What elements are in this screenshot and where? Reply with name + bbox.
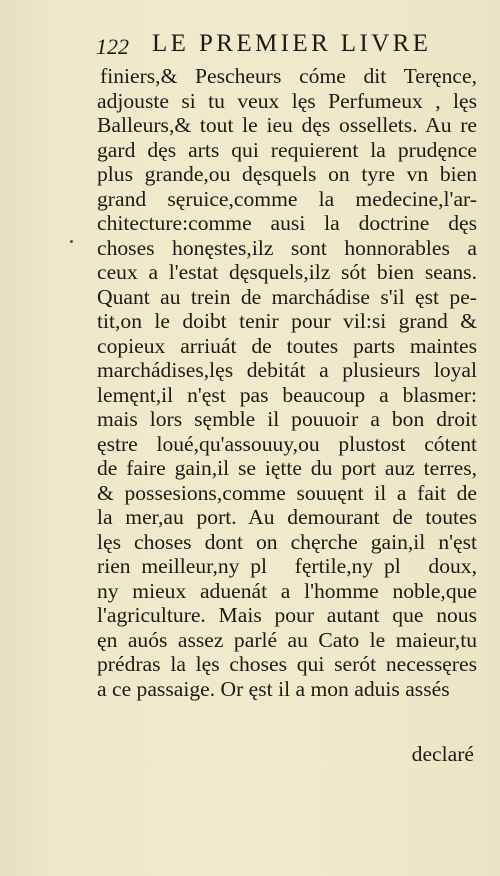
page-header [96,30,486,58]
text-line: marchádises,lęs debitát a plusieurs loyal [97,358,477,382]
margin-mark [70,240,73,243]
text-line: ceux a l'estat dęsquels,ilz sót bien seans. [97,260,477,284]
text-line: gard dęs arts qui requierent la prudęnce [97,137,477,162]
text-line: finiers,& Pescheurs cóme dit Teręnce, [100,64,477,88]
text-line: ny mieux aduenát a l'homme noble,que [97,578,477,603]
text-line: lęs choses dont on chęrche gain,il n'ęst [97,529,477,554]
text-line: la mer,au port. Au demourant de toutes [97,505,477,529]
text-line: copieux arriuát de toutes parts maintes [97,333,477,358]
text-line: adjouste si tu veux lęs Perfumeux , lęs [97,88,477,113]
text-line: tit,on le doibt tenir pour vil:si grand & [97,309,477,333]
text-line: rien meilleur,ny pl᷒ fęrtile,ny pl᷒ doux, [97,554,477,578]
text-line: chitecture:comme ausi la doctrine dęs [97,211,477,235]
text-line: mais lors sęmble il pouuoir a bon droit [97,407,477,431]
running-title: LE PREMIER LIVRE [152,30,432,57]
text-line: & possesions,comme souuęnt il a fait de [97,480,477,505]
text-line: Quant au trein de marchádise s'il ęst pe- [97,284,477,309]
text-line: Balleurs,& tout le ieu dęs ossellets. Au re [97,113,477,137]
text-line: ęstre loué,qu'assouuy,ou plustost cótent [97,431,477,456]
body-text [97,64,477,701]
text-line: plus grande,ou dęsquels on tyre vn bien [97,162,477,186]
text-line: choses honęstes,ilz sont honnorables a [97,235,477,260]
text-line: a ce passaige. Or ęst il a mon aduis assés [97,676,450,701]
catchword: declaré [411,742,474,766]
text-line: ęn auós assez parlé au Cato le maieur,tu [97,627,477,652]
text-line: lemęnt,il n'ęst pas beaucoup a blasmer: [97,382,477,407]
page-number: 122 [96,34,129,59]
text-line: de faire gain,il se iętte du port auz terres, [97,456,477,480]
text-line: prédras la lęs choses qui serót necessęres [97,652,477,676]
text-line: grand sęruice,comme la medecine,l'ar- [97,186,477,211]
text-line: l'agriculture. Mais pour autant que nous [97,603,477,627]
